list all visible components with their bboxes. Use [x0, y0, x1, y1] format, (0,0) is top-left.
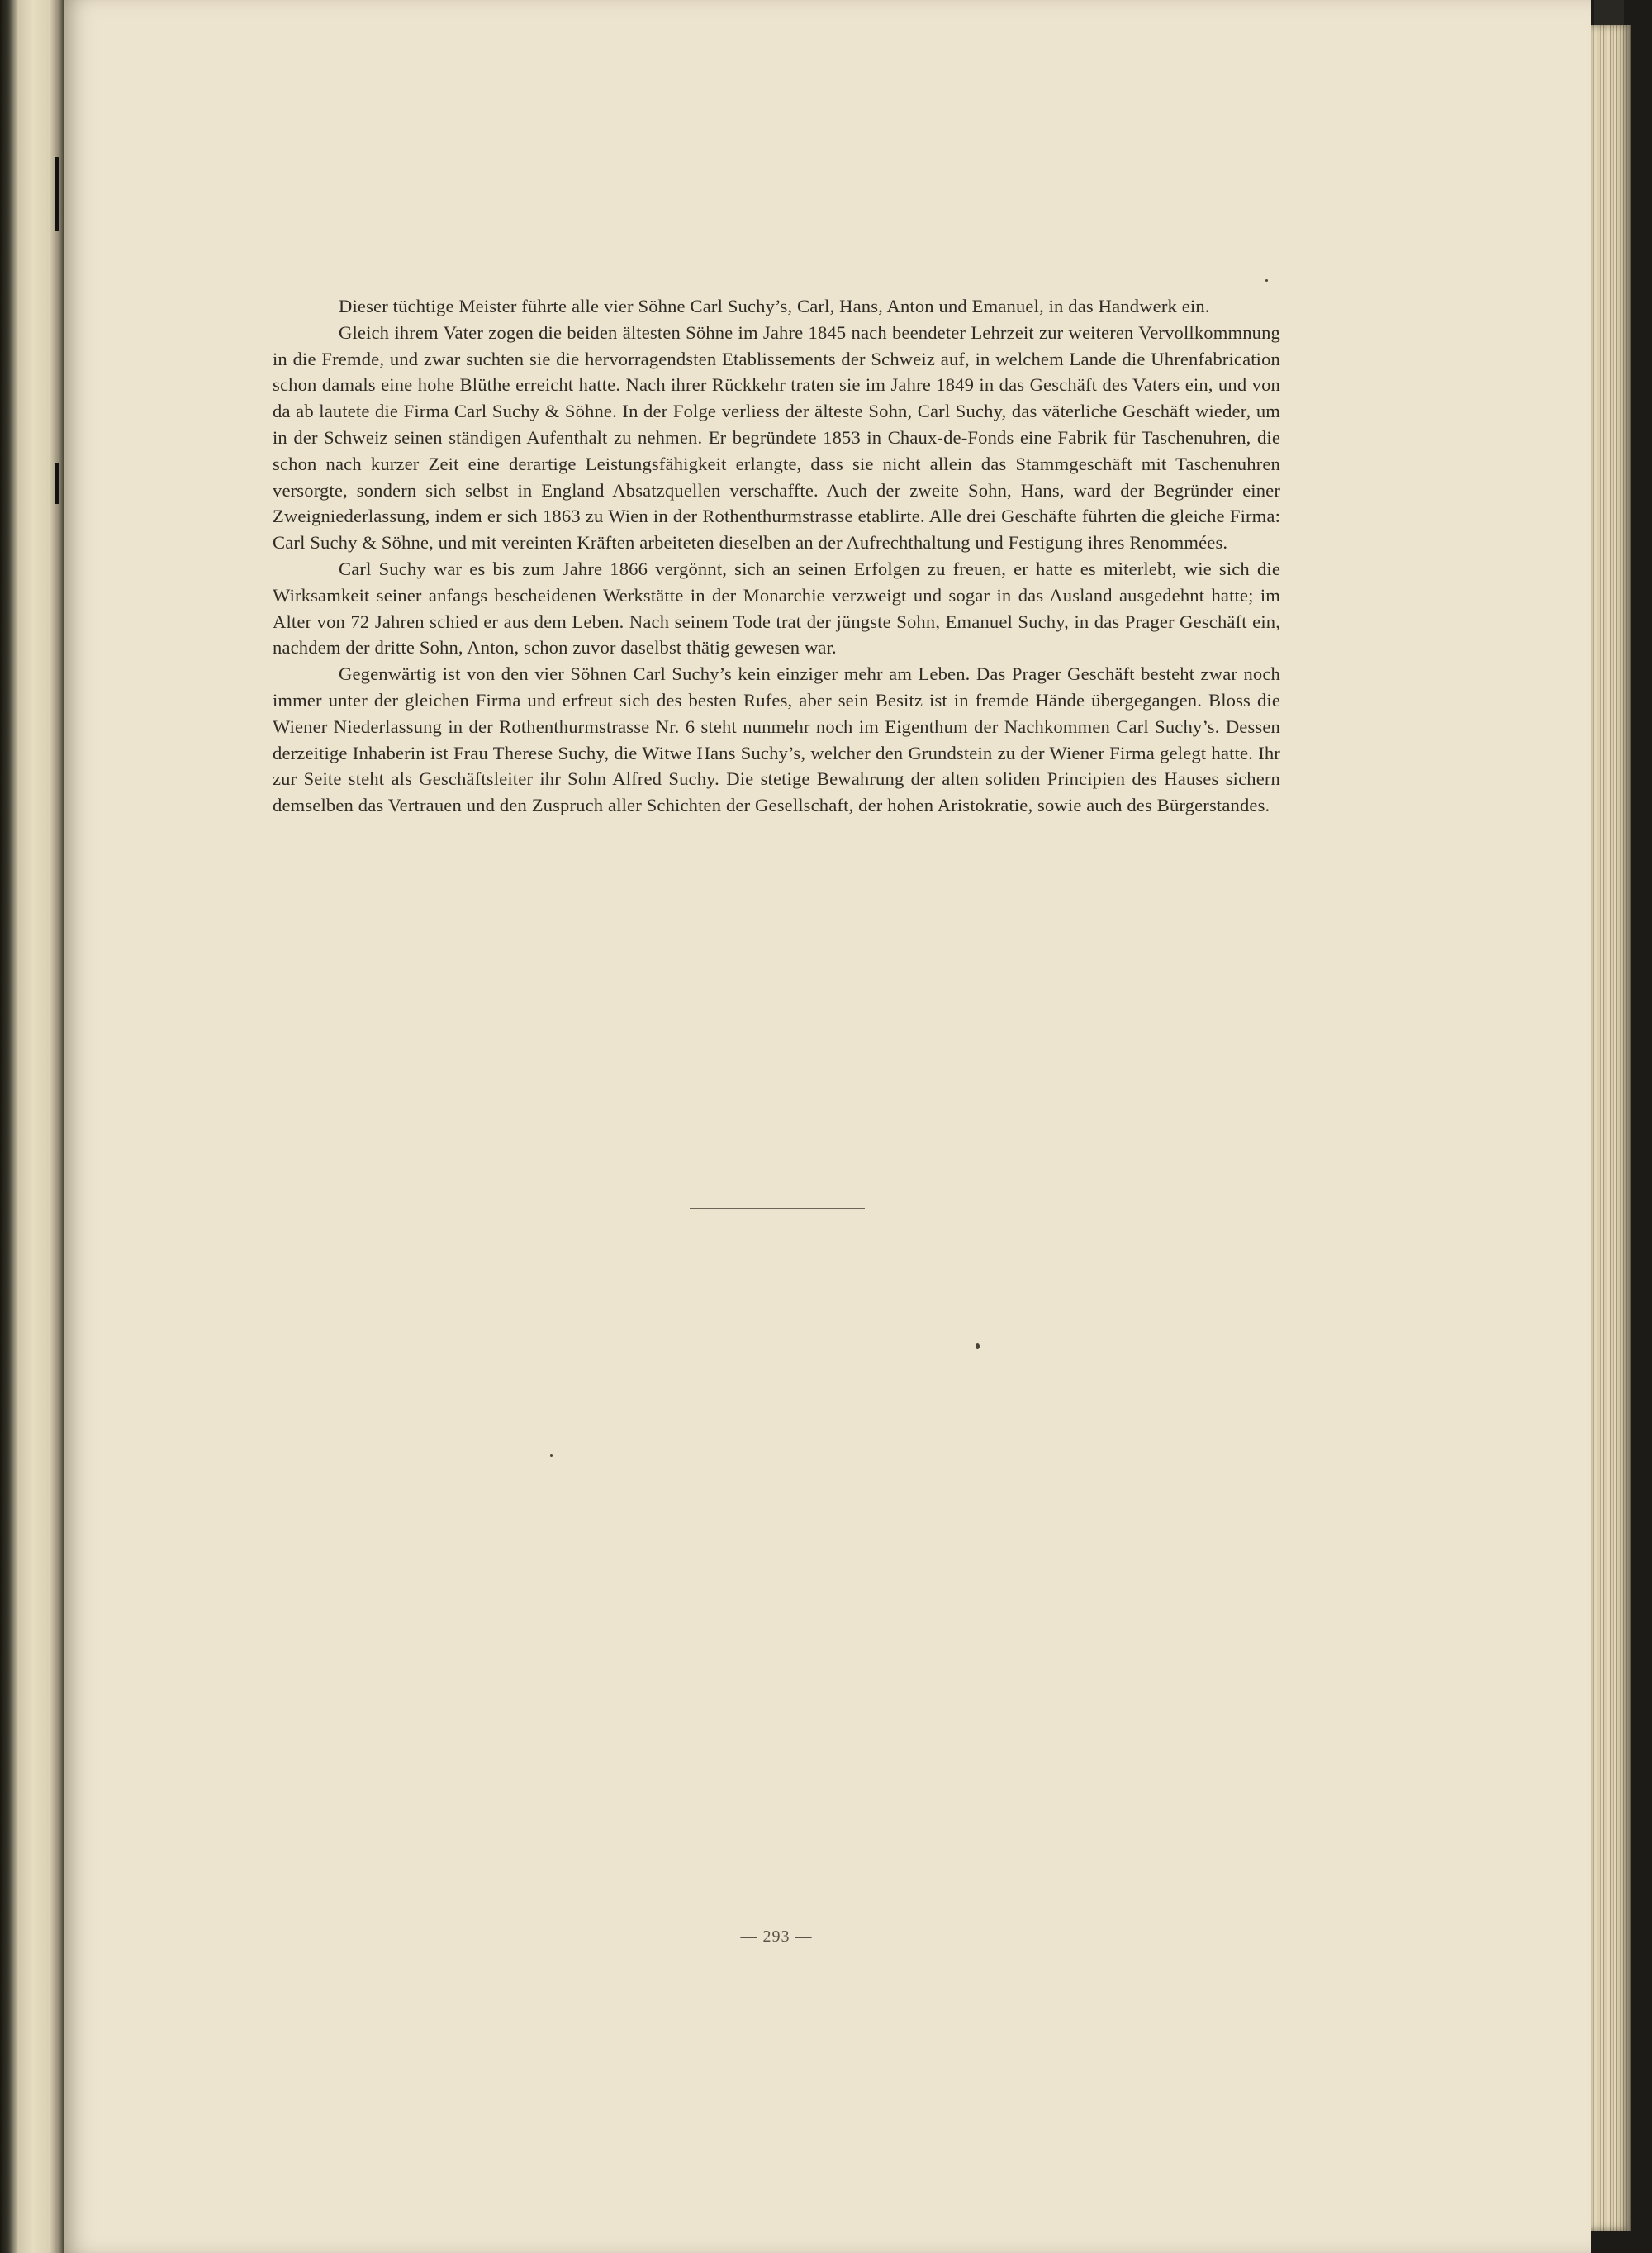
page-number: — 293 — [740, 1927, 813, 1946]
ink-speck [976, 1343, 980, 1349]
binding-mark [55, 157, 59, 231]
previous-page-edge [0, 0, 64, 2253]
paragraph-4: Gegenwärtig ist von den vier Söhnen Carl Suchy’s kein einziger mehr am Leben. Das Prager Geschäft besteht zwar noch immer unter der gleichen Firma und erfreut sich des besten Rufes, aber sein Besitz ist in fremde Hände übergegangen. Bloss die Wiener Niederlassung in der Rothenthurmstrasse Nr. 6 steht nunmehr noch im Eigenthum der Nachkommen Carl Suchy’s. Dessen derzeitige Inhaberin ist Frau Therese Suchy, die Witwe Hans Suchy’s, welcher den Grundstein zu der Wiener Firma gelegt hatte. Ihr zur Seite steht als Geschäftsleiter ihr Sohn Alfred Suchy. Die stetige Bewahrung der alten soliden Principien des Hauses sichern demselben das Vertrauen und den Zuspruch aller Schichten der Gesellschaft, der hohen Aristokratie, sowie auch des Bürgerstandes. [273, 663, 1280, 816]
body-text [273, 293, 1280, 819]
section-divider-rule [690, 1208, 865, 1209]
paragraph-1: Dieser tüchtige Meister führte alle vier Söhne Carl Suchy’s, Carl, Hans, Anton und Emanuel, in das Handwerk ein. [339, 296, 1210, 316]
page-stack-edges [1591, 25, 1631, 2231]
paragraph-3: Carl Suchy war es bis zum Jahre 1866 vergönnt, sich an seinen Erfolgen zu freuen, er hatte es miterlebt, wie sich die Wirksamkeit seiner anfangs bescheidenen Werkstätte in der Monarchie verzweigt und sogar in das Ausland ausgedehnt hatte; im Alter von 72 Jahren schied er aus dem Leben. Nach seinem Tode trat der jüngste Sohn, Emanuel Suchy, in das Prager Geschäft ein, nachdem der dritte Sohn, Anton, schon zuvor daselbst thätig gewesen war. [273, 558, 1280, 658]
binding-mark [55, 463, 59, 504]
paragraph-2: Gleich ihrem Vater zogen die beiden ältesten Söhne im Jahre 1845 nach beendeter Lehrzeit zur weiteren Vervollkommnung in die Fremde, und zwar suchten sie die hervorragendsten Etablissements der Schweiz auf, in welchem Lande die Uhrenfabrication schon damals eine hohe Blüthe erreicht hatte. Nach ihrer Rückkehr traten sie im Jahre 1849 in das Geschäft des Vaters ein, und von da ab lautete die Firma Carl Suchy & Söhne. In der Folge verliess der älteste Sohn, Carl Suchy, das väterliche Geschäft wieder, um in der Schweiz seinen ständigen Aufenthalt zu nehmen. Er begründete 1853 in Chaux-de-Fonds eine Fabrik für Taschenuhren, die schon nach kurzer Zeit eine derartige Leistungsfähigkeit erlangte, dass sie nicht allein das Stammgeschäft mit Taschenuhren versorgte, sondern sich selbst in England Absatzquellen verschaffte. Auch der zweite Sohn, Hans, ward der Begründer einer Zweigniederlassung, indem er sich 1863 zu Wien in der Rothenthurmstrasse etablirte. Alle drei Geschäfte führten die gleiche Firma: Carl Suchy & Söhne, und mit vereinten Kräften arbeiteten dieselben an der Aufrechthaltung und Festigung ihres Renommées. [273, 321, 1280, 554]
ink-speck [1265, 279, 1268, 282]
ink-speck [550, 1454, 553, 1457]
